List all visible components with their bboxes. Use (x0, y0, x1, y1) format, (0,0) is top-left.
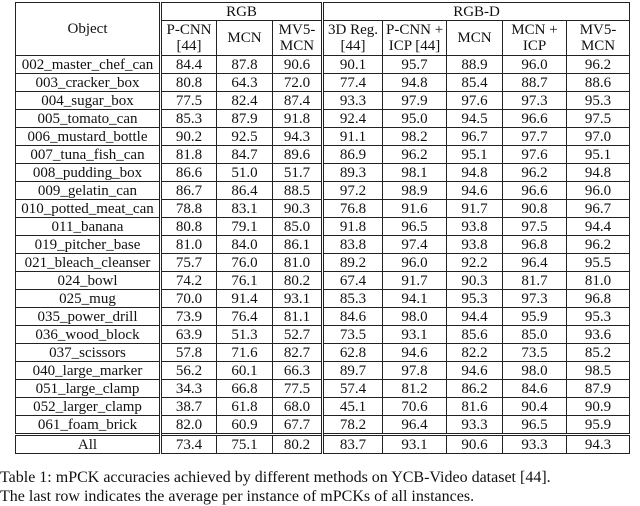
value-cell: 93.1 (273, 290, 323, 308)
value-cell: 80.2 (273, 435, 323, 454)
value-cell: 94.6 (447, 362, 503, 380)
object-name-cell: 025_mug (16, 290, 161, 308)
table-row (16, 344, 630, 362)
value-cell: 77.4 (323, 74, 383, 92)
value-cell: 93.8 (447, 236, 503, 254)
value-cell: 94.8 (383, 74, 447, 92)
table-row (16, 308, 630, 326)
object-name-cell: All (16, 435, 161, 454)
table-row (16, 200, 630, 218)
value-cell: 86.9 (323, 146, 383, 164)
object-name-cell: 019_pitcher_base (16, 236, 161, 254)
table-row (16, 182, 630, 200)
table-row (16, 416, 630, 435)
value-cell: 73.5 (323, 326, 383, 344)
value-cell: 71.6 (217, 344, 273, 362)
value-cell: 96.4 (503, 254, 567, 272)
rgb-group-header: RGB (161, 3, 323, 21)
column-header (217, 21, 273, 56)
value-cell: 87.9 (217, 110, 273, 128)
value-cell: 91.7 (383, 272, 447, 290)
value-cell: 77.5 (273, 380, 323, 398)
value-cell: 97.0 (567, 128, 630, 146)
table-row (16, 146, 630, 164)
value-cell: 98.0 (503, 362, 567, 380)
value-cell: 94.8 (567, 164, 630, 182)
column-header (273, 21, 323, 56)
table-row (16, 398, 630, 416)
value-cell: 96.8 (503, 236, 567, 254)
value-cell: 93.3 (323, 92, 383, 110)
value-cell: 97.5 (503, 218, 567, 236)
value-cell: 94.1 (383, 290, 447, 308)
value-cell: 82.2 (447, 344, 503, 362)
value-cell: 73.9 (161, 308, 217, 326)
value-cell: 97.7 (503, 128, 567, 146)
column-header-line: P-CNN + (386, 22, 444, 38)
value-cell: 82.0 (161, 416, 217, 435)
value-cell: 96.4 (383, 416, 447, 435)
value-cell: 98.5 (567, 362, 630, 380)
value-cell: 80.8 (161, 218, 217, 236)
object-name-cell: 052_larger_clamp (16, 398, 161, 416)
value-cell: 85.4 (447, 74, 503, 92)
value-cell: 97.6 (447, 92, 503, 110)
value-cell: 94.5 (447, 110, 503, 128)
value-cell: 89.2 (323, 254, 383, 272)
value-cell: 79.1 (217, 218, 273, 236)
column-header-line: MCN (457, 30, 492, 46)
value-cell: 87.4 (273, 92, 323, 110)
object-name-cell: 008_pudding_box (16, 164, 161, 182)
value-cell: 81.0 (567, 272, 630, 290)
value-cell: 77.5 (161, 92, 217, 110)
value-cell: 97.3 (503, 290, 567, 308)
object-name-cell: 009_gelatin_can (16, 182, 161, 200)
value-cell: 70.0 (161, 290, 217, 308)
value-cell: 56.2 (161, 362, 217, 380)
value-cell: 91.8 (323, 218, 383, 236)
value-cell: 88.6 (567, 74, 630, 92)
value-cell: 90.6 (273, 56, 323, 74)
object-header: Object (16, 3, 161, 56)
table-row (16, 128, 630, 146)
value-cell: 97.3 (503, 92, 567, 110)
table-row (16, 110, 630, 128)
value-cell: 84.4 (161, 56, 217, 74)
table-row (16, 290, 630, 308)
value-cell: 84.7 (217, 146, 273, 164)
value-cell: 34.3 (161, 380, 217, 398)
value-cell: 81.0 (161, 236, 217, 254)
value-cell: 90.2 (161, 128, 217, 146)
value-cell: 75.1 (217, 435, 273, 454)
value-cell: 95.0 (383, 110, 447, 128)
value-cell: 96.0 (567, 182, 630, 200)
value-cell: 95.3 (567, 308, 630, 326)
value-cell: 98.9 (383, 182, 447, 200)
value-cell: 97.8 (383, 362, 447, 380)
value-cell: 96.6 (503, 110, 567, 128)
value-cell: 80.2 (273, 272, 323, 290)
table-body (16, 56, 630, 454)
value-cell: 76.0 (217, 254, 273, 272)
value-cell: 90.8 (503, 200, 567, 218)
table-row (16, 254, 630, 272)
table-row (16, 326, 630, 344)
value-cell: 83.1 (217, 200, 273, 218)
value-cell: 70.6 (383, 398, 447, 416)
column-header-line: MV5- (278, 22, 316, 38)
value-cell: 52.7 (273, 326, 323, 344)
table-row (16, 218, 630, 236)
column-header (503, 21, 567, 56)
value-cell: 87.8 (217, 56, 273, 74)
column-header-line: [44] (340, 38, 366, 54)
value-cell: 96.6 (503, 182, 567, 200)
value-cell: 88.5 (273, 182, 323, 200)
value-cell: 96.5 (503, 416, 567, 435)
rgbd-group-header: RGB-D (323, 3, 630, 21)
value-cell: 93.3 (503, 435, 567, 454)
value-cell: 73.4 (161, 435, 217, 454)
value-cell: 81.8 (161, 146, 217, 164)
value-cell: 51.7 (273, 164, 323, 182)
caption-line-1: Table 1: mPCK accuracies achieved by different methods on YCB-Video dataset [44]. (0, 469, 551, 486)
table-row (16, 164, 630, 182)
value-cell: 94.4 (447, 308, 503, 326)
value-cell: 93.6 (567, 326, 630, 344)
column-header (567, 21, 630, 56)
value-cell: 81.0 (273, 254, 323, 272)
value-cell: 96.7 (567, 200, 630, 218)
value-cell: 91.7 (447, 200, 503, 218)
value-cell: 94.8 (447, 164, 503, 182)
object-name-cell: 037_scissors (16, 344, 161, 362)
value-cell: 90.3 (447, 272, 503, 290)
column-header-line: 3D Reg. (328, 22, 378, 38)
value-cell: 95.3 (447, 290, 503, 308)
value-cell: 45.1 (323, 398, 383, 416)
column-header-line: MCN + (511, 22, 558, 38)
value-cell: 92.5 (217, 128, 273, 146)
object-name-cell: 010_potted_meat_can (16, 200, 161, 218)
value-cell: 67.4 (323, 272, 383, 290)
value-cell: 93.1 (383, 326, 447, 344)
value-cell: 66.8 (217, 380, 273, 398)
value-cell: 86.2 (447, 380, 503, 398)
value-cell: 85.6 (447, 326, 503, 344)
table-row (16, 236, 630, 254)
value-cell: 89.3 (323, 164, 383, 182)
value-cell: 88.9 (447, 56, 503, 74)
caption-line-2: The last row indicates the average per instance of mPCKs of all instances. (0, 488, 475, 505)
value-cell: 96.5 (383, 218, 447, 236)
value-cell: 98.2 (383, 128, 447, 146)
value-cell: 95.7 (383, 56, 447, 74)
object-name-cell: 040_large_marker (16, 362, 161, 380)
table-row (16, 56, 630, 74)
value-cell: 94.6 (447, 182, 503, 200)
value-cell: 64.3 (217, 74, 273, 92)
value-cell: 91.1 (323, 128, 383, 146)
table-row (16, 272, 630, 290)
value-cell: 97.9 (383, 92, 447, 110)
value-cell: 81.6 (447, 398, 503, 416)
column-header (323, 21, 383, 56)
value-cell: 57.8 (161, 344, 217, 362)
results-table-container (15, 2, 629, 454)
value-cell: 90.1 (323, 56, 383, 74)
value-cell: 90.6 (447, 435, 503, 454)
value-cell: 86.7 (161, 182, 217, 200)
value-cell: 91.4 (217, 290, 273, 308)
value-cell: 97.5 (567, 110, 630, 128)
value-cell: 85.3 (323, 290, 383, 308)
value-cell: 60.1 (217, 362, 273, 380)
value-cell: 97.2 (323, 182, 383, 200)
table-row (16, 435, 630, 454)
value-cell: 96.2 (383, 146, 447, 164)
object-name-cell: 051_large_clamp (16, 380, 161, 398)
column-header-line: MCN (580, 38, 616, 54)
value-cell: 78.2 (323, 416, 383, 435)
column-header-line: MV5- (579, 22, 617, 38)
table-row (16, 362, 630, 380)
column-header-line: ICP [44] (388, 38, 441, 54)
table-row (16, 74, 630, 92)
object-name-cell: 002_master_chef_can (16, 56, 161, 74)
object-name-cell: 006_mustard_bottle (16, 128, 161, 146)
object-name-cell: 021_bleach_cleanser (16, 254, 161, 272)
value-cell: 98.1 (383, 164, 447, 182)
column-header-line: ICP (522, 38, 547, 54)
object-name-cell: 036_wood_block (16, 326, 161, 344)
value-cell: 93.3 (447, 416, 503, 435)
value-cell: 96.2 (567, 56, 630, 74)
value-cell: 81.1 (273, 308, 323, 326)
value-cell: 97.4 (383, 236, 447, 254)
value-cell: 92.2 (447, 254, 503, 272)
value-cell: 96.8 (567, 290, 630, 308)
value-cell: 74.2 (161, 272, 217, 290)
value-cell: 84.6 (323, 308, 383, 326)
value-cell: 90.9 (567, 398, 630, 416)
value-cell: 95.1 (567, 146, 630, 164)
object-name-cell: 061_foam_brick (16, 416, 161, 435)
value-cell: 38.7 (161, 398, 217, 416)
value-cell: 96.0 (503, 56, 567, 74)
value-cell: 80.8 (161, 74, 217, 92)
value-cell: 91.8 (273, 110, 323, 128)
value-cell: 63.9 (161, 326, 217, 344)
value-cell: 85.0 (273, 218, 323, 236)
value-cell: 72.0 (273, 74, 323, 92)
results-table (15, 2, 630, 454)
object-name-cell: 035_power_drill (16, 308, 161, 326)
table-header (16, 3, 630, 56)
value-cell: 78.8 (161, 200, 217, 218)
column-header-line: P-CNN (166, 22, 212, 38)
value-cell: 94.3 (273, 128, 323, 146)
value-cell: 81.2 (383, 380, 447, 398)
value-cell: 84.6 (503, 380, 567, 398)
column-header (161, 21, 217, 56)
value-cell: 51.0 (217, 164, 273, 182)
value-cell: 88.7 (503, 74, 567, 92)
value-cell: 90.3 (273, 200, 323, 218)
table-caption (0, 468, 640, 506)
table-row (16, 380, 630, 398)
value-cell: 66.3 (273, 362, 323, 380)
value-cell: 89.7 (323, 362, 383, 380)
value-cell: 84.0 (217, 236, 273, 254)
object-name-cell: 003_cracker_box (16, 74, 161, 92)
value-cell: 96.0 (383, 254, 447, 272)
value-cell: 67.7 (273, 416, 323, 435)
column-header (447, 21, 503, 56)
column-header-line: MCN (279, 38, 315, 54)
value-cell: 85.2 (567, 344, 630, 362)
value-cell: 92.4 (323, 110, 383, 128)
value-cell: 94.4 (567, 218, 630, 236)
object-name-cell: 004_sugar_box (16, 92, 161, 110)
value-cell: 83.7 (323, 435, 383, 454)
value-cell: 90.4 (503, 398, 567, 416)
value-cell: 83.8 (323, 236, 383, 254)
value-cell: 91.6 (383, 200, 447, 218)
value-cell: 82.7 (273, 344, 323, 362)
value-cell: 51.3 (217, 326, 273, 344)
value-cell: 60.9 (217, 416, 273, 435)
value-cell: 76.4 (217, 308, 273, 326)
value-cell: 89.6 (273, 146, 323, 164)
value-cell: 85.0 (503, 326, 567, 344)
value-cell: 76.1 (217, 272, 273, 290)
value-cell: 82.4 (217, 92, 273, 110)
value-cell: 98.0 (383, 308, 447, 326)
value-cell: 61.8 (217, 398, 273, 416)
value-cell: 95.5 (567, 254, 630, 272)
column-header-line: [44] (176, 38, 202, 54)
object-name-cell: 007_tuna_fish_can (16, 146, 161, 164)
value-cell: 75.7 (161, 254, 217, 272)
value-cell: 95.1 (447, 146, 503, 164)
value-cell: 85.3 (161, 110, 217, 128)
value-cell: 93.1 (383, 435, 447, 454)
value-cell: 94.3 (567, 435, 630, 454)
value-cell: 86.1 (273, 236, 323, 254)
value-cell: 95.9 (503, 308, 567, 326)
value-cell: 87.9 (567, 380, 630, 398)
value-cell: 96.2 (567, 236, 630, 254)
value-cell: 95.9 (567, 416, 630, 435)
value-cell: 81.7 (503, 272, 567, 290)
value-cell: 76.8 (323, 200, 383, 218)
value-cell: 96.7 (447, 128, 503, 146)
value-cell: 97.6 (503, 146, 567, 164)
value-cell: 68.0 (273, 398, 323, 416)
value-cell: 86.6 (161, 164, 217, 182)
value-cell: 86.4 (217, 182, 273, 200)
column-header (383, 21, 447, 56)
value-cell: 73.5 (503, 344, 567, 362)
object-name-cell: 005_tomato_can (16, 110, 161, 128)
value-cell: 94.6 (383, 344, 447, 362)
value-cell: 95.3 (567, 92, 630, 110)
object-name-cell: 011_banana (16, 218, 161, 236)
value-cell: 93.8 (447, 218, 503, 236)
column-header-line: MCN (227, 30, 262, 46)
value-cell: 96.2 (503, 164, 567, 182)
object-name-cell: 024_bowl (16, 272, 161, 290)
table-row (16, 92, 630, 110)
value-cell: 62.8 (323, 344, 383, 362)
value-cell: 57.4 (323, 380, 383, 398)
